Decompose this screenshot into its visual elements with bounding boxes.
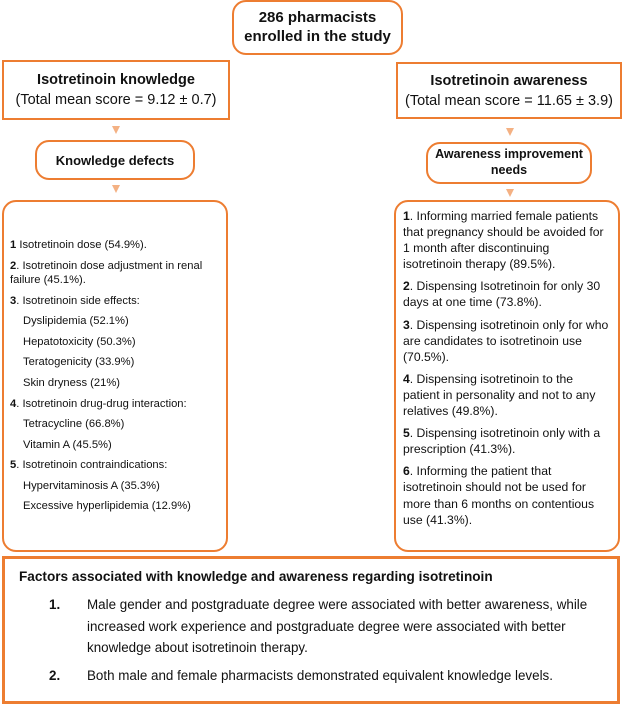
defect-subitem: Teratogenicity (33.9%)	[23, 356, 135, 369]
defect-subitem: Tetracycline (66.8%)	[23, 418, 125, 431]
factor-number: 2.	[49, 668, 61, 684]
need-item: 2. Dispensing Isotretinoin for only 30 days at one time (73.8%).	[403, 279, 601, 310]
need-item: 6. Informing the patient that isotretinoin should not be used for more than 6 months on contentious use (41.3%).	[403, 464, 595, 527]
defect-item: 2. Isotretinoin dose adjustment in renal failure (45.1%).	[10, 259, 203, 287]
arrow-defects-list	[112, 185, 120, 193]
factor-number: 1.	[49, 597, 61, 612]
need-item: 3. Dispensing isotretinoin only for who are candidates to isotretinoin use (70.5%).	[403, 317, 609, 364]
defect-subitem: Skin dryness (21%)	[23, 376, 120, 389]
needs-list-box	[394, 200, 620, 552]
factor-text: Male gender and postgraduate degree were associated with better awareness, while increased work experience and postgraduate degree were associated with better knowledge about isotretinoin therapy.	[87, 597, 588, 656]
defect-subitem: Vitamin A (45.5%)	[23, 438, 112, 451]
defect-subitem: Hypervitaminosis A (35.3%)	[23, 479, 160, 492]
awareness-needs-box	[426, 142, 592, 184]
arrow-awareness-needs	[506, 128, 514, 136]
awareness-needs-line1: Awareness improvement	[435, 147, 583, 162]
factor-text: Both male and female pharmacists demonstrated equivalent knowledge levels.	[87, 668, 553, 684]
defect-subitem: Dyslipidemia (52.1%)	[23, 315, 129, 328]
factor-item	[49, 665, 603, 687]
defect-item: 1 Isotretinoin dose (54.9%).	[10, 239, 147, 251]
need-item: 5. Dispensing isotretinoin only with a prescription (41.3%).	[403, 426, 601, 457]
arrow-knowledge-defects	[112, 126, 120, 134]
defect-item: 5. Isotretinoin contraindications:	[10, 459, 168, 472]
defect-subitem: Excessive hyperlipidemia (12.9%)	[23, 500, 191, 513]
defect-item: 4. Isotretinoin drug-drug interaction:	[10, 397, 187, 410]
enrolled-box	[232, 0, 403, 55]
arrow-needs-list	[506, 189, 514, 197]
awareness-score: (Total mean score = 11.65 ± 3.9)	[405, 92, 613, 109]
need-item: 1. Informing married female patients that pregnancy should be avoided for 1 month after discontinuing isotretinoin therapy (89.5%).	[403, 209, 604, 272]
enrolled-line2: enrolled in the study	[244, 27, 391, 45]
factor-item	[49, 594, 603, 659]
awareness-box	[396, 62, 622, 119]
factors-box	[2, 556, 620, 704]
factors-title: Factors associated with knowledge and awareness regarding isotretinoin	[19, 569, 493, 584]
knowledge-box	[2, 60, 230, 120]
factors-list	[19, 594, 603, 687]
knowledge-defects-box	[35, 140, 195, 180]
defect-item: 3. Isotretinoin side effects:	[10, 294, 140, 307]
knowledge-defects-title: Knowledge defects	[55, 152, 175, 168]
knowledge-title: Isotretinoin knowledge	[37, 72, 195, 88]
defect-subitem: Hepatotoxicity (50.3%)	[23, 335, 136, 348]
awareness-title: Isotretinoin awareness	[430, 72, 588, 89]
awareness-needs-line2: needs	[490, 163, 528, 177]
need-item: 4. Dispensing isotretinoin to the patient in personality and not to any relatives (49.8%).	[403, 371, 596, 419]
defects-list-box	[2, 200, 228, 552]
enrolled-line1: 286 pharmacists	[258, 8, 377, 26]
knowledge-score: (Total mean score = 9.12 ± 0.7)	[15, 92, 217, 108]
